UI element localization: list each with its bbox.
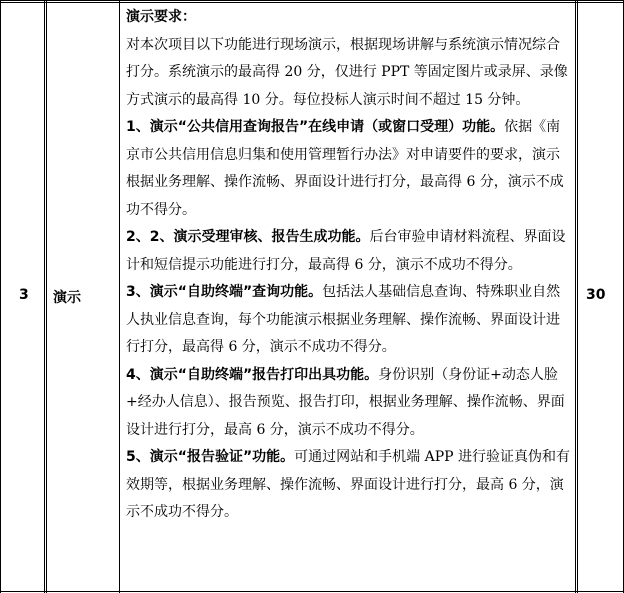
col-border-2 (119, 0, 120, 593)
table-inner-top-border (0, 2, 624, 3)
col-border-3 (575, 0, 576, 593)
list-item (126, 224, 572, 279)
item-body: 包括法人基础信息查询、特殊职业自然人执业信息查询，每个功能演示根据业务理解、操作流畅、界面设计进行打分，最高得 6 分，演示不成功不得分。 (126, 284, 561, 355)
item-title: 4、演示“自助终端”报告打印出具功能。 (126, 366, 379, 383)
row-item-name: 演示 (53, 290, 81, 306)
list-item (126, 114, 572, 224)
list-item (126, 362, 572, 445)
table-top-border (0, 0, 624, 1)
item-body: 可通过网站和手机端 APP 进行验证真伪和有效期等，根据业务理解、操作流畅、界面设计进行打分，最高 6 分，演示不成功不得分。 (126, 449, 571, 520)
col-border-3b (577, 0, 578, 593)
content-intro: 对本次项目以下功能进行现场演示，根据现场讲解与系统演示情况综合打分。系统演示的最高得 20 分，仅进行 PPT 等固定图片或录屏、录像方式演示的最高得 10 分。每位投标人演示时间不超过 15 分钟。 (126, 36, 568, 108)
content-heading: 演示要求： (126, 9, 196, 25)
item-title: 1、演示“公共信用查询报告”在线申请（或窗口受理）功能。 (126, 119, 505, 135)
item-body: 后台审验申请材料流程、界面设计和短信提示功能进行打分，最高得 6 分，演示不成功不得分。 (126, 229, 566, 273)
col-border-1 (44, 0, 45, 593)
col-border-left (0, 0, 1, 593)
item-title: 3、演示“自助终端”查询功能。 (126, 284, 323, 300)
demo-requirements-text (126, 4, 572, 527)
item-body: 身份识别（身份证+动态人脸+经办人信息）、报告预览、报告打印，根据业务理解、操作流畅、界面设计进行打分，最高 6 分，演示不成功不得分。 (126, 366, 565, 438)
item-title: 5、演示“报告验证”功能。 (126, 449, 295, 465)
list-item (126, 444, 572, 527)
table-bottom-border (0, 591, 624, 592)
list-item (126, 279, 572, 362)
item-body: 依据《南京市公共信用信息归集和使用管理暂行办法》对申请要件的要求，演示根据业务理解、操作流畅、界面设计进行打分，最高得 6 分，演示不成功不得分。 (126, 119, 564, 218)
col-border-1b (46, 0, 47, 593)
item-title: 2、2、演示受理审核、报告生成功能。 (126, 229, 370, 245)
row-index: 3 (19, 287, 29, 303)
row-score: 30 (586, 287, 606, 303)
